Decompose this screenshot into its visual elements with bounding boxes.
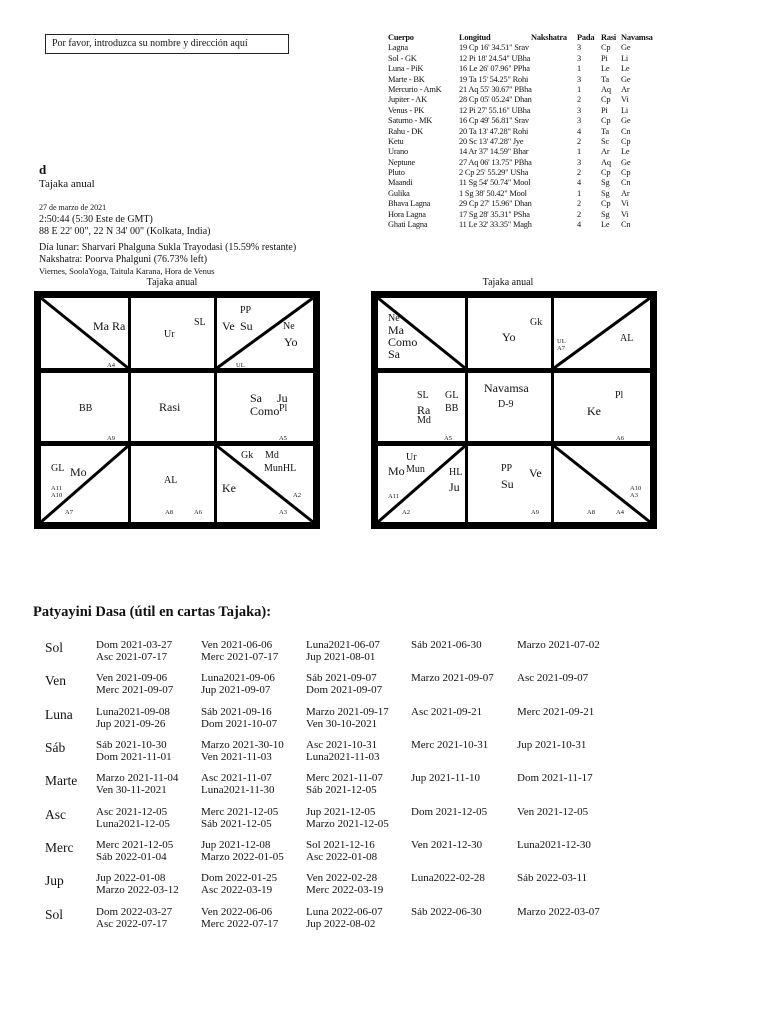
cell-rasi: Ta: [601, 74, 609, 84]
navamsa-chart-caption: Tajaka anual: [482, 277, 534, 288]
cell-navamsa: Cn: [621, 178, 631, 188]
chart-planet-label: Su: [240, 319, 253, 333]
cell-pada: 1: [577, 64, 581, 74]
cell-navamsa: Cp: [621, 136, 631, 146]
chart-planet-label: Ve: [222, 319, 235, 333]
dasa-sub-period: Marzo 2021-07-02: [517, 639, 600, 651]
chart-planet-label: PP: [240, 305, 252, 316]
dasa-sub-period: Jup 2022-08-02: [306, 918, 376, 930]
chart-planet-label: Yo: [284, 335, 298, 349]
chart-planet-label: Gk: [530, 317, 543, 328]
cell-navamsa: Le: [621, 64, 630, 74]
cell-pada: 3: [577, 53, 581, 63]
cell-pada: 4: [577, 220, 581, 230]
chart-arudha-label: A10: [630, 485, 642, 492]
cell-body: Marte - BK: [388, 74, 425, 84]
chart-center-sublabel: D-9: [498, 399, 514, 410]
cell-navamsa: Ar: [621, 188, 630, 198]
dasa-period-label: Asc: [45, 807, 66, 822]
cell-navamsa: Ge: [621, 157, 631, 167]
chart-arudha-label: UL: [557, 338, 566, 345]
dasa-sub-period: Merc 2021-12-05: [96, 839, 174, 851]
birth-place: 88 E 22' 00", 22 N 34' 00" (Kolkata, India): [39, 226, 211, 237]
header-navamsa: Navamsa: [621, 33, 653, 42]
chart-arudha-label: A8: [587, 509, 595, 516]
cell-rasi: Pi: [601, 53, 608, 63]
chart-planet-label: Mo: [388, 464, 405, 478]
chart-planet-label: BB: [79, 403, 93, 414]
chart-diagonal-line: [41, 298, 128, 368]
dasa-sub-period: Jup 2021-08-01: [306, 651, 376, 663]
dasa-sub-period: Jup 2021-10-31: [517, 739, 587, 751]
dasa-sub-period: Marzo 2022-03-12: [96, 884, 179, 896]
cell-rasi: Aq: [601, 157, 611, 167]
cell-pada: 1: [577, 147, 581, 157]
cell-pada: 3: [577, 74, 581, 84]
dasa-sub-period: Merc 2021-09-21: [517, 706, 595, 718]
dasa-sub-period: Merc 2021-12-05: [201, 806, 279, 818]
dasa-sub-period: Merc 2021-11-07: [306, 772, 383, 784]
chart-arudha-label: A11: [388, 493, 399, 500]
rasi-chart-caption: Tajaka anual: [146, 277, 198, 288]
cell-navamsa: Cn: [621, 126, 631, 136]
cell-longitude: 12 Pi 18' 24.54" UBha: [459, 53, 531, 63]
cell-navamsa: Vi: [621, 209, 629, 219]
cell-longitude: 20 Ta 13' 47.28" Rohi: [459, 126, 529, 136]
dasa-sub-period: Asc 2021-12-05: [96, 806, 168, 818]
chart-planet-label: Como: [388, 335, 418, 349]
header-longitud: Longitud: [459, 33, 491, 42]
dasa-sub-period: Marzo 2022-01-05: [201, 851, 284, 863]
dasa-sub-period: Sáb 2021-12-05: [306, 784, 377, 796]
dasa-sub-period: Dom 2022-03-27: [96, 906, 173, 918]
dasa-sub-period: Marzo 2021-09-07: [411, 672, 494, 684]
chart-planet-label: GL: [445, 390, 459, 401]
cell-rasi: Cp: [601, 168, 611, 178]
chart-planet-label: Md: [417, 415, 431, 426]
cell-rasi: Sc: [601, 136, 609, 146]
dasa-sub-period: Luna2021-06-07: [306, 639, 380, 651]
dasa-sub-period: Merc 2022-07-17: [201, 918, 279, 930]
dasa-sub-period: Jup 2021-12-08: [201, 839, 271, 851]
chart-planet-label: SL: [417, 390, 429, 401]
chart-planet-label: Ma Ra: [93, 319, 126, 333]
cell-body: Rahu - DK: [388, 126, 423, 136]
dasa-sub-period: Luna2021-11-30: [201, 784, 275, 796]
chart-planet-label: Md: [265, 450, 279, 461]
cell-rasi: Aq: [601, 84, 611, 94]
chart-arudha-label: A2: [293, 492, 301, 499]
cell-body: Saturno - MK: [388, 116, 433, 126]
dasa-period-label: Luna: [45, 707, 73, 722]
chart-planet-label: AL: [620, 333, 634, 344]
day-yoga-karana: Viernes, SoolaYoga, Taitula Karana, Hora de Venus: [39, 266, 215, 276]
cell-pada: 2: [577, 95, 581, 105]
dasa-sub-period: Ven 30-11-2021: [96, 784, 167, 796]
chart-diagonal-line: [217, 298, 313, 368]
dasa-sub-period: Luna2021-09-08: [96, 706, 170, 718]
chart-arudha-label: A4: [616, 509, 624, 516]
dasa-sub-period: Asc 2022-01-08: [306, 851, 378, 863]
dasa-sub-period: Jup 2021-11-10: [411, 772, 480, 784]
cell-navamsa: Ge: [621, 116, 631, 126]
cell-body: Pluto: [388, 168, 405, 178]
chart-planet-label: Ne: [283, 321, 295, 332]
cell-body: Sol - GK: [388, 53, 417, 63]
chart-arudha-label: A2: [402, 509, 410, 516]
cell-navamsa: Ar: [621, 84, 630, 94]
chart-planet-label: GL: [51, 463, 65, 474]
dasa-sub-period: Sáb 2021-09-07: [306, 672, 377, 684]
chart-planet-label: Ne: [388, 313, 400, 324]
chart-arudha-label: A9: [531, 509, 539, 516]
dasa-sub-period: Ven 2022-06-06: [201, 906, 273, 918]
dasa-sub-period: Asc 2022-03-19: [201, 884, 273, 896]
name-address-field[interactable]: Por favor, introduzca su nombre y dirección aquí: [45, 34, 289, 54]
chart-planet-label: Pl: [279, 403, 288, 414]
cell-body: Jupiter - AK: [388, 95, 428, 105]
chart-planet-label: SL: [194, 317, 206, 328]
cell-longitude: 28 Cp 05' 05.24" Dhan: [459, 95, 532, 105]
chart-arudha-label: A10: [51, 492, 63, 499]
chart-arudha-label: A11: [51, 485, 62, 492]
cell-body: Mercurio - AmK: [388, 84, 442, 94]
cell-longitude: 11 Le 32' 33.35" Magh: [459, 220, 532, 230]
chart-arudha-label: A5: [279, 435, 287, 442]
chart-planet-label: HL: [449, 467, 463, 478]
header-nakshatra: Nakshatra: [531, 33, 567, 42]
cell-body: Bhava Lagna: [388, 199, 431, 209]
dasa-sub-period: Sáb 2021-09-16: [201, 706, 272, 718]
dasa-sub-period: Marzo 2021-30-10: [201, 739, 284, 751]
dasa-sub-period: Sáb 2021-12-05: [201, 818, 272, 830]
dasa-sub-period: Dom 2021-10-07: [201, 718, 278, 730]
dasa-sub-period: Luna2021-12-05: [96, 818, 170, 830]
dasa-sub-period: Sáb 2022-03-11: [517, 872, 588, 884]
dasa-sub-period: Dom 2022-01-25: [201, 872, 278, 884]
chart-planet-label: Mo: [70, 465, 87, 479]
cell-rasi: Pi: [601, 105, 608, 115]
dasa-sub-period: Merc 2021-10-31: [411, 739, 489, 751]
dasa-sub-period: Asc 2021-10-31: [306, 739, 378, 751]
dasa-sub-period: Merc 2021-09-07: [96, 684, 174, 696]
cell-pada: 1: [577, 188, 581, 198]
cell-pada: 2: [577, 209, 581, 219]
cell-pada: 3: [577, 116, 581, 126]
dasa-sub-period: Ven 2022-02-28: [306, 872, 378, 884]
cell-longitude: 1 Sg 38' 50.42" Mool: [459, 188, 527, 198]
header-cuerpo: Cuerpo: [388, 33, 414, 42]
header-pada: Pada: [577, 33, 595, 42]
cell-longitude: 11 Sg 54' 50.74" Mool: [459, 178, 531, 188]
dasa-sub-period: Sáb 2022-01-04: [96, 851, 167, 863]
cell-pada: 3: [577, 43, 581, 53]
cell-body: Ghati Lagna: [388, 220, 428, 230]
chart-type-label: Tajaka anual: [39, 178, 95, 190]
cell-navamsa: Vi: [621, 199, 629, 209]
chart-planet-label: Ve: [529, 466, 542, 480]
chart-planet-label: Su: [501, 477, 514, 491]
cell-rasi: Sg: [601, 209, 610, 219]
chart-arudha-label: A7: [557, 345, 565, 352]
cell-rasi: Cp: [601, 116, 611, 126]
cell-rasi: Cp: [601, 43, 611, 53]
cell-rasi: Cp: [601, 95, 611, 105]
dasa-sub-period: Marzo 2021-11-04: [96, 772, 179, 784]
chart-arudha-label: A6: [194, 509, 202, 516]
dasa-sub-period: Luna2021-09-06: [201, 672, 275, 684]
chart-diagonal-line: [554, 446, 650, 522]
chart-diagonal-line: [41, 446, 128, 522]
chart-planet-label: Pl: [615, 390, 624, 401]
chart-center-label: Navamsa: [484, 381, 529, 395]
dasa-sub-period: Ven 2021-12-30: [411, 839, 483, 851]
dasa-sub-period: Asc 2021-11-07: [201, 772, 272, 784]
chart-arudha-label: A8: [165, 509, 173, 516]
dasa-sub-period: Sáb 2022-06-30: [411, 906, 482, 918]
chart-planet-label: Ma: [388, 323, 404, 337]
chart-diagonal-line: [554, 298, 650, 368]
chart-planet-label: Gk: [241, 450, 254, 461]
dasa-sub-period: Marzo 2021-12-05: [306, 818, 389, 830]
cell-rasi: Cp: [601, 199, 611, 209]
cell-body: Ketu: [388, 136, 404, 146]
cell-pada: 2: [577, 168, 581, 178]
chart-arudha-label: A5: [444, 435, 452, 442]
dasa-sub-period: Jup 2021-09-07: [201, 684, 271, 696]
cell-navamsa: Cp: [621, 168, 631, 178]
dasa-sub-period: Dom 2021-12-05: [411, 806, 488, 818]
chart-arudha-label: A6: [616, 435, 624, 442]
chart-planet-label: MunHL: [264, 463, 297, 474]
dasa-period-label: Sáb: [45, 740, 66, 755]
cell-pada: 4: [577, 178, 581, 188]
dasa-sub-period: Asc 2021-07-17: [96, 651, 168, 663]
cell-pada: 1: [577, 84, 581, 94]
cell-body: Neptune: [388, 157, 415, 167]
cell-longitude: 19 Ta 15' 54.25" Rohi: [459, 74, 529, 84]
chart-planet-label: Yo: [502, 330, 516, 344]
cell-longitude: 14 Ar 37' 14.59" Bhar: [459, 147, 529, 157]
cell-rasi: Sg: [601, 178, 610, 188]
dasa-period-label: Sol: [45, 640, 64, 655]
cell-longitude: 19 Cp 16' 34.51" Srav: [459, 43, 529, 53]
dasa-sub-period: Marzo 2021-09-17: [306, 706, 389, 718]
cell-navamsa: Le: [621, 147, 630, 157]
cell-longitude: 21 Aq 55' 30.67" PBha: [459, 84, 532, 94]
cell-body: Luna - PiK: [388, 64, 424, 74]
cell-rasi: Le: [601, 220, 610, 230]
cell-longitude: 20 Sc 13' 47.28" Jye: [459, 136, 524, 146]
dasa-sub-period: Dom 2021-11-01: [96, 751, 172, 763]
dasa-period-label: Marte: [45, 773, 78, 788]
cell-body: Gulika: [388, 188, 410, 198]
birth-date: 27 de marzo de 2021: [39, 203, 107, 212]
chart-planet-label: Ju: [449, 480, 460, 494]
chart-planet-label: Ur: [406, 452, 417, 463]
dasa-sub-period: Merc 2022-03-19: [306, 884, 384, 896]
dasa-sub-period: Ven 2021-09-06: [96, 672, 168, 684]
chart-arudha-label: UL: [236, 362, 245, 369]
dasa-sub-period: Dom 2021-03-27: [96, 639, 173, 651]
chart-arudha-label: A4: [107, 362, 115, 369]
cell-rasi: Ar: [601, 147, 610, 157]
chart-planet-label: Como: [250, 404, 280, 418]
cell-pada: 2: [577, 136, 581, 146]
chart-arudha-label: A3: [279, 509, 287, 516]
dasa-sub-period: Sol 2021-12-16: [306, 839, 375, 851]
chart-diagonals: [371, 291, 657, 529]
dasa-sub-period: Luna2021-11-03: [306, 751, 380, 763]
cell-longitude: 12 Pi 27' 55.16" UBha: [459, 105, 531, 115]
dasa-sub-period: Ven 30-10-2021: [306, 718, 378, 730]
cell-rasi: Sg: [601, 188, 610, 198]
dasa-sub-period: Dom 2021-09-07: [306, 684, 383, 696]
dasa-sub-period: Sáb 2021-06-30: [411, 639, 482, 651]
dasa-sub-period: Ven 2021-12-05: [517, 806, 589, 818]
chart-planet-label: Ur: [164, 329, 175, 340]
dasa-sub-period: Jup 2021-09-26: [96, 718, 166, 730]
cell-navamsa: Li: [621, 105, 629, 115]
chart-planet-label: Ke: [587, 404, 601, 418]
chart-planet-label: Ju: [277, 391, 288, 405]
dasa-sub-period: Dom 2021-11-17: [517, 772, 593, 784]
chart-planet-label: Sa: [388, 347, 400, 361]
dasa-sub-period: Luna2022-02-28: [411, 872, 485, 884]
cell-pada: 2: [577, 199, 581, 209]
dasa-section-title: Patyayini Dasa (útil en cartas Tajaka):: [33, 604, 272, 620]
dasa-sub-period: Asc 2021-09-21: [411, 706, 483, 718]
dasa-sub-period: Luna2021-12-30: [517, 839, 591, 851]
cell-longitude: 17 Sg 28' 35.31" PSha: [459, 209, 530, 219]
chart-arudha-label: A7: [65, 509, 73, 516]
cell-navamsa: Li: [621, 53, 629, 63]
dasa-sub-period: Marzo 2022-03-07: [517, 906, 600, 918]
chart-planet-label: Mun: [406, 464, 425, 475]
chart-arudha-label: A3: [630, 492, 638, 499]
cell-navamsa: Vi: [621, 95, 629, 105]
cell-body: Maandi: [388, 178, 413, 188]
dasa-sub-period: Luna 2022-06-07: [306, 906, 383, 918]
chart-planet-label: Ra: [417, 403, 431, 417]
chart-planet-label: PP: [501, 463, 513, 474]
dasa-sub-period: Asc 2021-09-07: [517, 672, 589, 684]
chart-planet-label: Sa: [250, 391, 262, 405]
cell-pada: 4: [577, 126, 581, 136]
nakshatra-info: Nakshatra: Poorva Phalguni (76.73% left): [39, 254, 208, 265]
chart-planet-label: BB: [445, 403, 459, 414]
cell-body: Hora Lagna: [388, 209, 426, 219]
chart-arudha-label: A9: [107, 435, 115, 442]
cell-rasi: Ta: [601, 126, 609, 136]
dasa-sub-period: Ven 2021-06-06: [201, 639, 273, 651]
dasa-sub-period: Ven 2021-11-03: [201, 751, 272, 763]
dasa-period-label: Jup: [45, 873, 64, 888]
rasi-chart: [34, 291, 320, 529]
cell-body: Venus - PK: [388, 105, 425, 115]
cell-body: Lagna: [388, 43, 408, 53]
cell-longitude: 16 Cp 49' 56.81" Srav: [459, 116, 529, 126]
cell-body: Urano: [388, 147, 408, 157]
cell-pada: 3: [577, 157, 581, 167]
chart-planet-label: Ke: [222, 481, 236, 495]
chart-center-label: Rasi: [159, 400, 181, 414]
cell-rasi: Le: [601, 64, 610, 74]
dasa-sub-period: Jup 2022-01-08: [96, 872, 166, 884]
cell-navamsa: Cn: [621, 220, 631, 230]
navamsa-chart: [371, 291, 657, 529]
cell-longitude: 2 Cp 25' 55.29" USha: [459, 168, 529, 178]
lunar-day: Día lunar: Sharvari Phalguna Sukla Trayodasi (15.59% restante): [39, 242, 297, 253]
cell-longitude: 29 Cp 27' 15.96" Dhan: [459, 199, 532, 209]
cell-navamsa: Ge: [621, 74, 631, 84]
dasa-sub-period: Asc 2022-07-17: [96, 918, 168, 930]
dasa-sub-period: Sáb 2021-10-30: [96, 739, 167, 751]
birth-time: 2:50:44 (5:30 Este de GMT): [39, 214, 153, 225]
cell-longitude: 27 Aq 06' 13.75" PBha: [459, 157, 532, 167]
dasa-period-label: Ven: [45, 673, 66, 688]
dasa-period-label: Sol: [45, 907, 64, 922]
cell-navamsa: Ge: [621, 43, 631, 53]
cell-longitude: 16 Le 26' 07.96" PPha: [459, 64, 530, 74]
dasa-sub-period: Jup 2021-12-05: [306, 806, 376, 818]
dasa-sub-period: Merc 2021-07-17: [201, 651, 279, 663]
chart-owner-name: d: [39, 162, 47, 177]
dasa-period-label: Merc: [45, 840, 74, 855]
chart-planet-label: AL: [164, 475, 178, 486]
cell-pada: 3: [577, 105, 581, 115]
header-rasi: Rasi: [601, 33, 617, 42]
